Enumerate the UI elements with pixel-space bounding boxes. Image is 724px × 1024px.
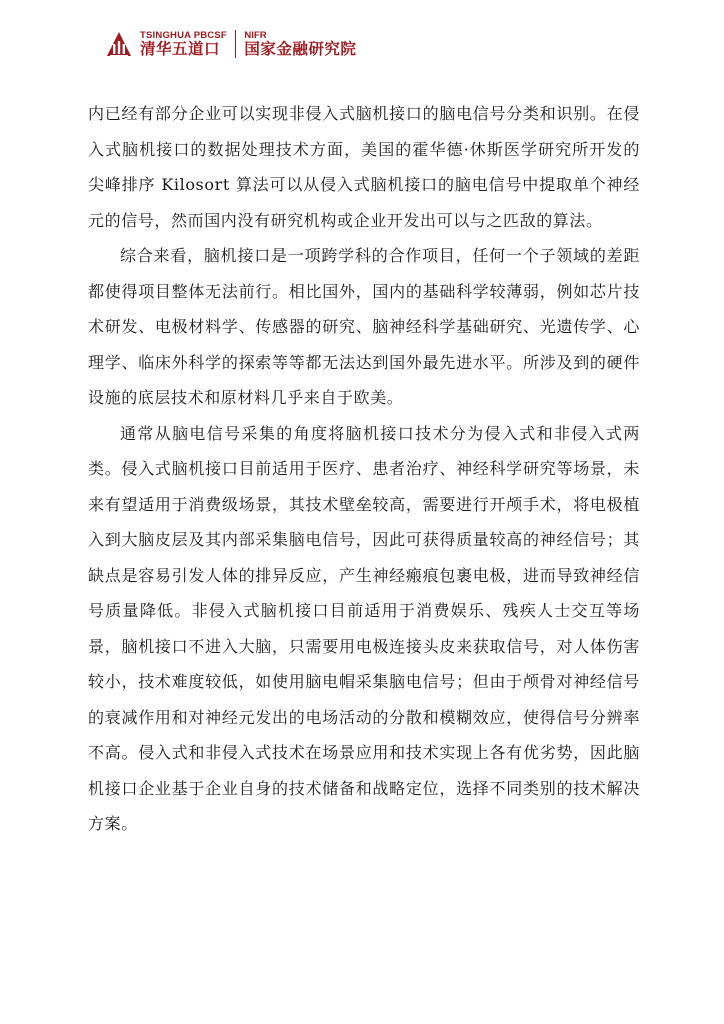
building-logo-icon <box>104 29 134 59</box>
paragraph-2: 综合来看，脑机接口是一项跨学科的合作项目，任何一个子领域的差距都使得项目整体无法前行。相比国外，国内的基础科学较薄弱，例如芯片技术研发、电极材料学、传感器的研究、脑神经科学基础研究、光遗传学、心理学、临床外科学的探索等等都无法达到国外最先进水平。所涉及到的硬件设施的底层技术和原材料几乎来自于欧美。 <box>88 246 640 407</box>
page-header <box>104 26 356 62</box>
paragraph-3: 通常从脑电信号采集的角度将脑机接口技术分为侵入式和非侵入式两类。侵入式脑机接口目前适用于医疗、患者治疗、神经科学研究等场景，未来有望适用于消费级场景，其技术壁垒较高，需要进行开颅手术，将电极植入到大脑皮层及其内部采集脑电信号，因此可获得质量较高的神经信号；其缺点是容易引发人体的排异反应，产生神经瘢痕包裹电极，进而导致神经信号质量降低。非侵入式脑机接口目前适用于消费娱乐、残疾人士交互等场景，脑机接口不进入大脑，只需要用电极连接头皮来获取信号，对人体伤害较小，技术难度较低，如使用脑电帽采集脑电信号；但由于颅骨对神经信号的衰减作用和对神经元发出的电场活动的分散和模糊效应，使得信号分辨率不高。侵入式和非侵入式技术在场景应用和技术实现上各有优劣势，因此脑机接口企业基于企业自身的技术储备和战略定位，选择不同类别的技术解决方案。 <box>88 423 640 833</box>
institute-block <box>244 31 356 58</box>
paragraph-1: 内已经有部分企业可以实现非侵入式脑机接口的脑电信号分类和识别。在侵入式脑机接口的数据处理技术方面，美国的霍华德·休斯医学研究所开发的尖峰排序 Kilosort 算法可以从侵入式脑机接口的脑电信号中提取单个神经元的信号，然而国内没有研究机构或企业开发出可以与之匹敌的算法。 <box>88 104 640 230</box>
brand-chinese-name: 清华五道口 <box>140 40 221 58</box>
institute-english-name: NIFR <box>244 29 267 41</box>
brand-english-name: TSINGHUA PBCSF <box>140 29 227 41</box>
header-divider <box>235 30 237 58</box>
brand-block <box>140 31 227 58</box>
document-body <box>88 96 640 842</box>
institute-chinese-name: 国家金融研究院 <box>244 40 357 58</box>
